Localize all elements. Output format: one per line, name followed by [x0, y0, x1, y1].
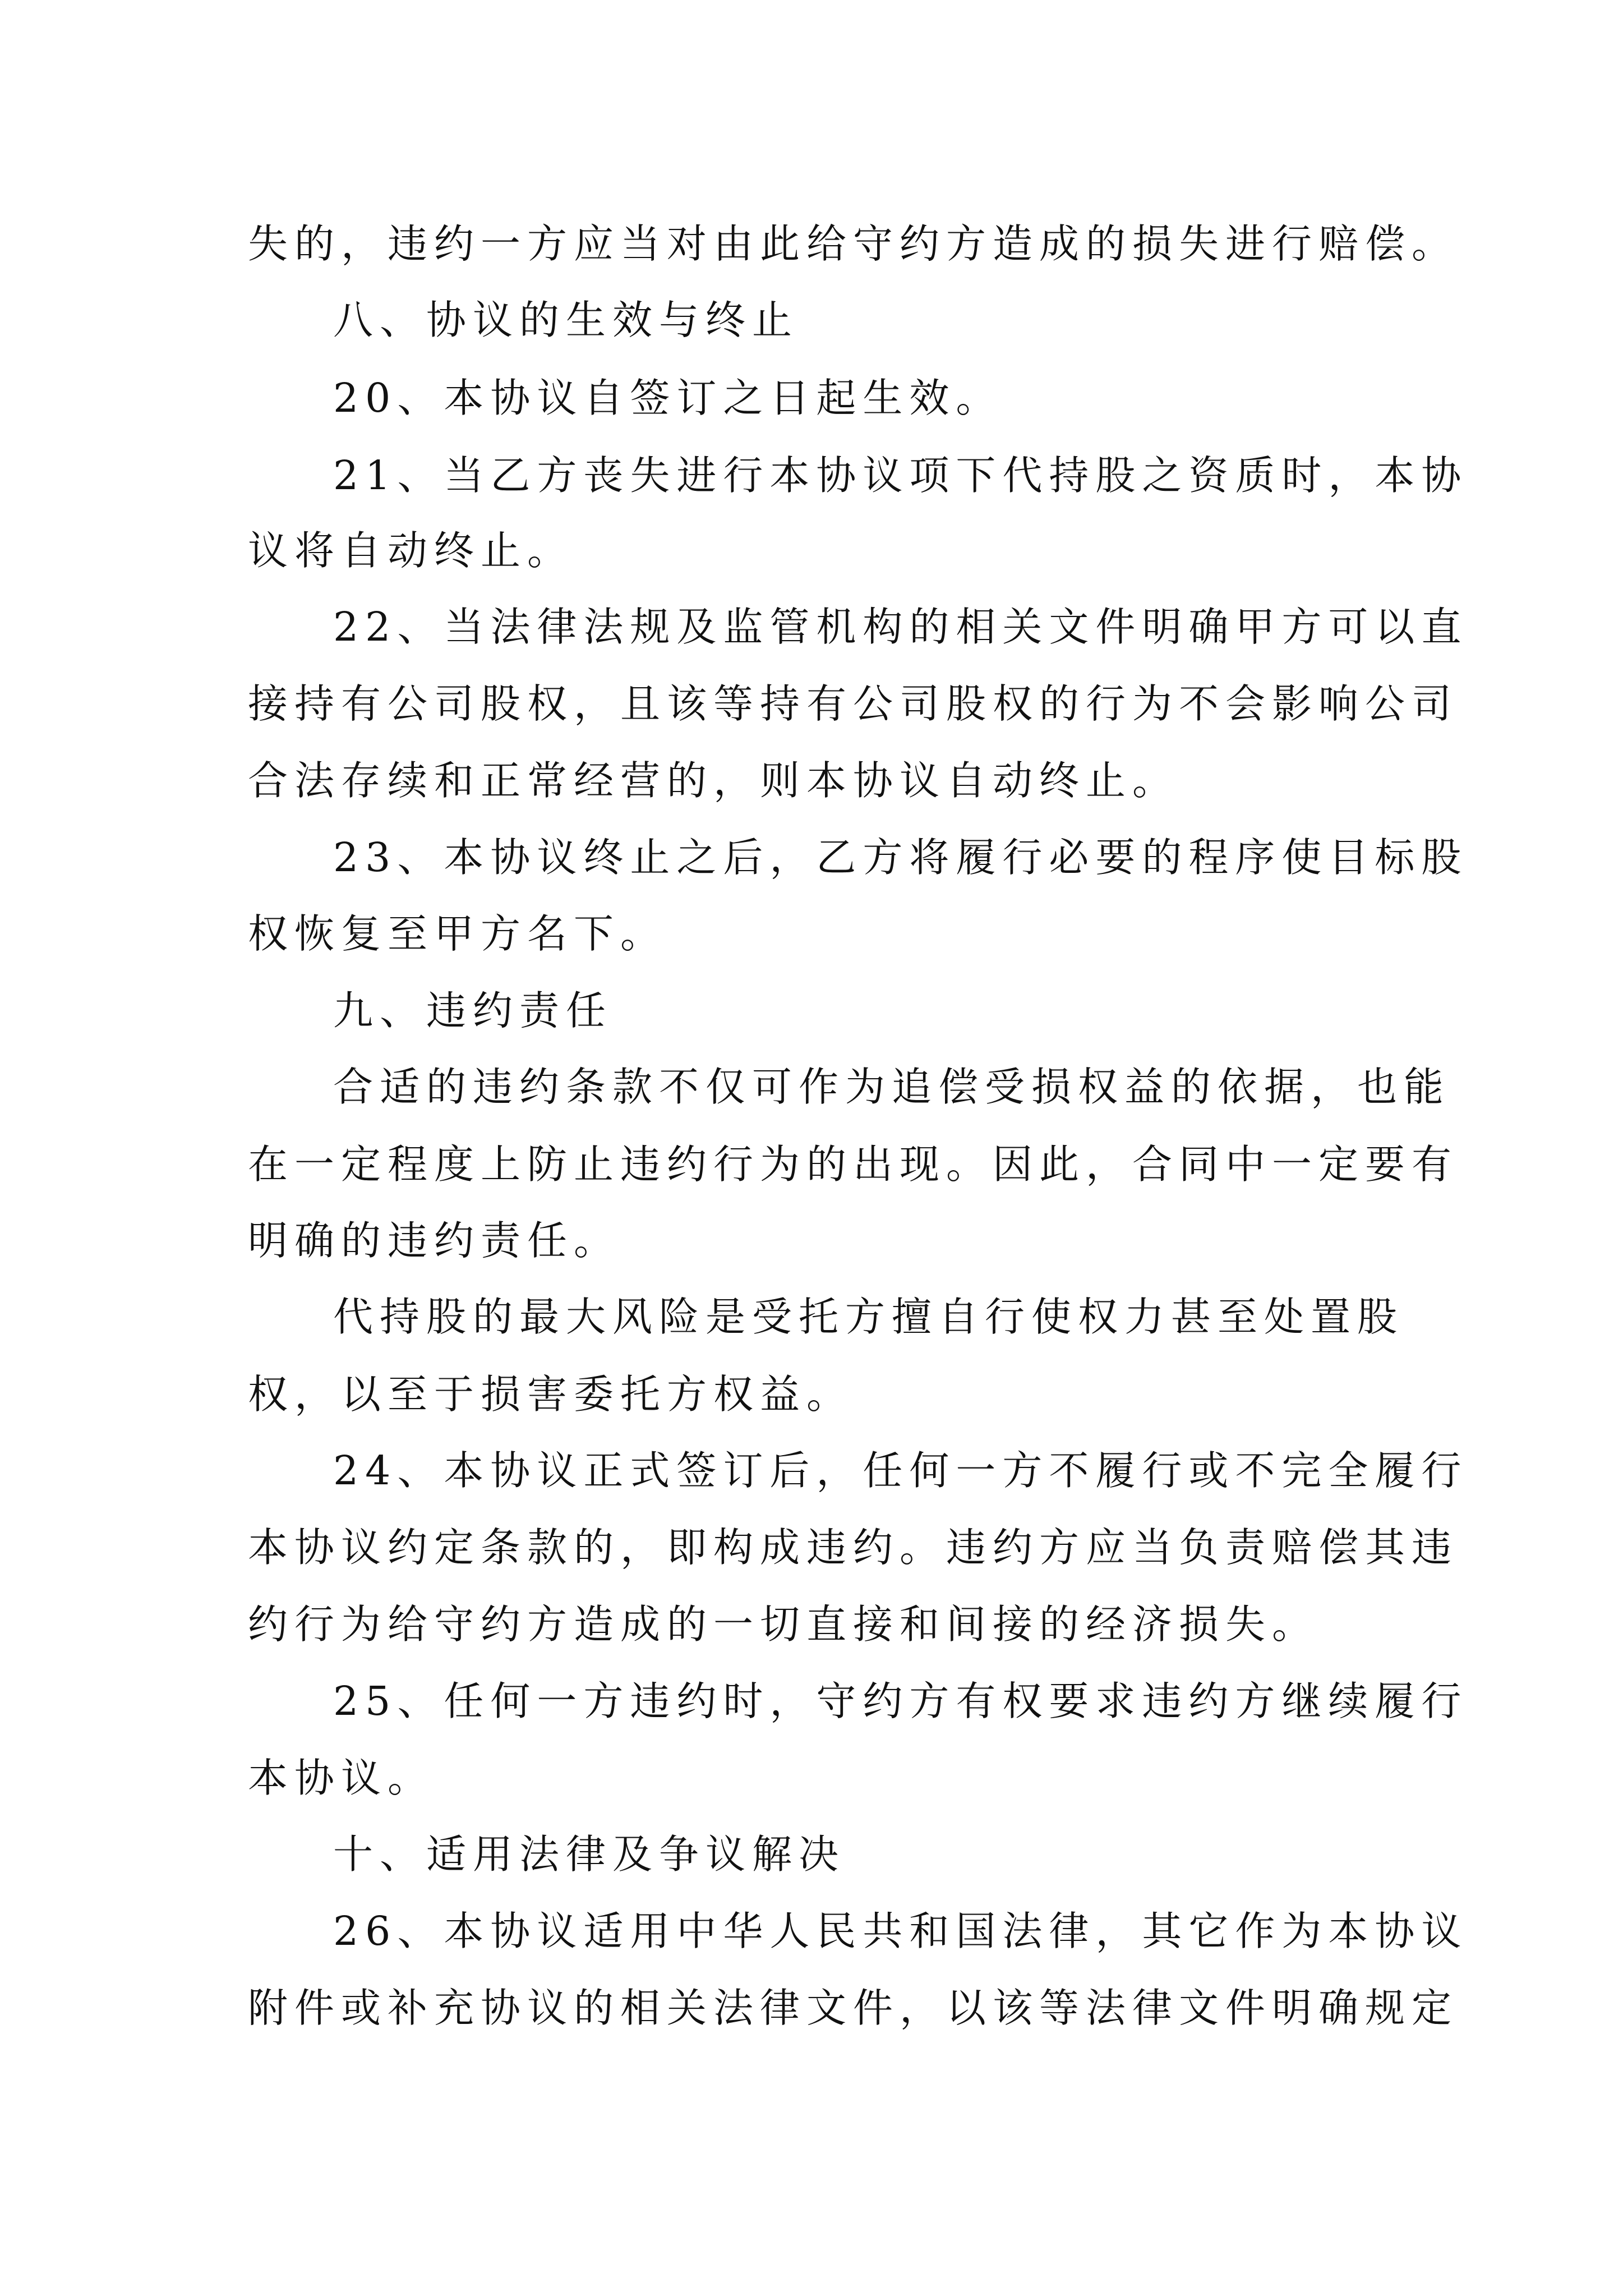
- text-line: 接持有公司股权，且该等持有公司股权的行为不会影响公司: [248, 680, 1459, 727]
- text-line: 合法存续和正常经营的，则本协议自动终止。: [248, 757, 1179, 804]
- clause-line: 24、本协议正式签订后，任何一方不履行或不完全履行: [333, 1447, 1468, 1494]
- text-line: 明确的违约责任。: [248, 1217, 621, 1264]
- text-line: 合适的违约条款不仅可作为追偿受损权益的依据，也能: [333, 1064, 1451, 1110]
- clause-line: 25、任何一方违约时，守约方有权要求违约方继续履行: [333, 1678, 1468, 1724]
- section-heading: 十、适用法律及争议解决: [333, 1831, 846, 1878]
- text-line: 本协议约定条款的，即构成违约。违约方应当负责赔偿其违: [248, 1524, 1459, 1571]
- section-heading: 八、协议的生效与终止: [333, 297, 799, 343]
- text-line: 权，以至于损害委托方权益。: [248, 1371, 854, 1418]
- clause-line: 23、本协议终止之后，乙方将履行必要的程序使目标股: [333, 834, 1468, 881]
- text-line: 在一定程度上防止违约行为的出现。因此，合同中一定要有: [248, 1141, 1459, 1188]
- clause-line: 21、当乙方丧失进行本协议项下代持股之资质时，本协: [333, 452, 1468, 499]
- text-line: 失的，违约一方应当对由此给守约方造成的损失进行赔偿。: [248, 220, 1459, 267]
- text-line: 约行为给守约方造成的一切直接和间接的经济损失。: [248, 1601, 1319, 1648]
- text-line: 附件或补充协议的相关法律文件，以该等法律文件明确规定: [248, 1985, 1459, 2031]
- clause-line: 22、当法律法规及监管机构的相关文件明确甲方可以直: [333, 604, 1468, 650]
- text-line: 代持股的最大风险是受托方擅自行使权力甚至处置股: [333, 1294, 1404, 1340]
- text-line: 本协议。: [248, 1755, 435, 1801]
- clause-line: 26、本协议适用中华人民共和国法律，其它作为本协议: [333, 1908, 1468, 1954]
- clause-line: 20、本协议自签订之日起生效。: [333, 375, 1003, 421]
- text-line: 权恢复至甲方名下。: [248, 910, 667, 957]
- section-heading: 九、违约责任: [333, 987, 613, 1034]
- text-line: 议将自动终止。: [248, 527, 574, 574]
